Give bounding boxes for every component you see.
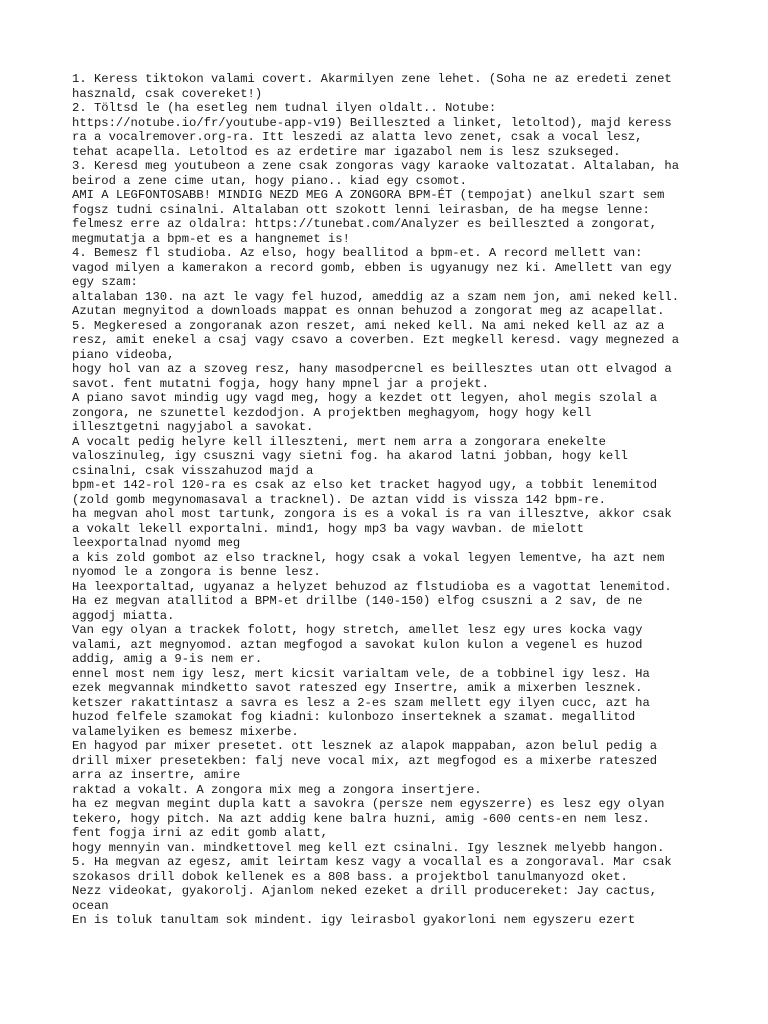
text-line: ha megvan ahol most tartunk, zongora is es a vokal is ra van illesztve, akkor csak: [72, 507, 672, 521]
text-line: aggodj miatta.: [72, 608, 175, 623]
text-line: 1. Keress tiktokon valami covert. Akarmilyen zene lehet. (Soha ne az eredeti zenet: [72, 72, 672, 86]
text-line: 5. Megkeresed a zongoranak azon reszet, ami neked kell. Na ami neked kell az az a: [72, 318, 665, 333]
text-line: huzod felfele szamokat fog kiadni: kulonbozo inserteknek a szamat. megallitod: [72, 710, 636, 724]
text-line: raktad a vokalt. A zongora mix meg a zongora insertjere.: [72, 782, 482, 797]
text-line: 5. Ha megvan az egesz, amit leirtam kesz vagy a vocallal es a zongoraval. Mar csak: [72, 855, 672, 869]
text-line: ezek megvannak mindketto savot rateszed egy Insertre, amik a mixerben lesznek.: [72, 681, 643, 695]
text-line: zongora, ne szunettel kezdodjon. A projektben meghagyom, hogy hogy kell: [72, 405, 592, 420]
text-line: a kis zold gombot az elso tracknel, hogy csak a vokal legyen lementve, ha azt nem: [72, 550, 665, 565]
text-line: csinalni, csak visszahuzod majd a: [72, 463, 314, 478]
text-line: szokasos drill dobok kellenek es a 808 bass. a projektbol tanulmanyozd oket.: [72, 869, 628, 884]
text-line: 2. Töltsd le (ha esetleg nem tudnal ilyen oldalt.. Notube:: [72, 101, 497, 115]
text-line: ocean: [72, 898, 109, 913]
text-line: megmutatja a bpm-et es a hangnemet is!: [72, 231, 350, 246]
document-body-text: [72, 72, 712, 928]
text-line: altalaban 130. na azt le vagy fel huzod, ameddig az a szam nem jon, ami neked kell.: [72, 289, 680, 304]
text-line: valoszinuleg, igy csuszni vagy sietni fog. ha akarod latni jobban, hogy kell: [72, 449, 628, 463]
text-line: addig, amig a 9-is nem er.: [72, 652, 263, 666]
text-line: a vokalt lekell exportalni. mind1, hogy mp3 ba vagy wavban. de mielott: [72, 521, 584, 536]
text-line: valamelyiken es bemesz mixerbe.: [72, 724, 299, 739]
text-line: piano videoba,: [72, 347, 175, 362]
text-line: vagod milyen a kamerakon a record gomb, ebben is ugyanugy nez ki. Amellett van egy: [72, 260, 672, 275]
text-line: Van egy olyan a trackek folott, hogy stretch, amellet lesz egy ures kocka vagy: [72, 623, 643, 637]
text-line: valami, azt megnyomod. aztan megfogod a savokat kulon kulon a vegenel es huzod: [72, 637, 643, 652]
text-line: resz, amit enekel a csaj vagy csavo a coverben. Ezt megkell keresd. vagy megnezed a: [72, 333, 680, 347]
text-line: tekero, hogy pitch. Na azt addig kene balra huzni, amig -600 cents-en nem lesz.: [72, 811, 650, 826]
text-line: felmesz erre az oldalra: https://tunebat.com/Analyzer es beilleszted a zongorat,: [72, 217, 658, 231]
text-line: egy szam:: [72, 275, 138, 289]
text-line: Nezz videokat, gyakorolj. Ajanlom neked ezeket a drill producereket: Jay cactus,: [72, 884, 658, 898]
text-line: ennel most nem igy lesz, mert kicsit varialtam vele, de a tobbinel igy lesz. Ha: [72, 666, 650, 681]
text-line: (zold gomb megynomasaval a tracknel). De aztan vidd is vissza 142 bpm-re.: [72, 492, 606, 507]
text-line: 3. Keresd meg youtubeon a zene csak zongoras vagy karaoke valtozatat. Altalaban, ha: [72, 159, 680, 173]
text-line: leexportalnad nyomd meg: [72, 536, 241, 550]
text-line: https://notube.io/fr/youtube-app-v19) Beilleszted a linket, letoltod), majd keress: [72, 115, 672, 130]
text-line: tehat acapella. Letoltod es az erdetire mar igazabol nem is lesz szukseged.: [72, 144, 621, 159]
text-line: savot. fent mutatni fogja, hogy hany mpnel jar a projekt.: [72, 376, 489, 391]
text-line: fent fogja irni az edit gomb alatt,: [72, 826, 328, 840]
text-line: hogy mennyin van. mindkettovel meg kell ezt csinalni. Igy lesznek melyebb hangon.: [72, 840, 665, 855]
text-line: beirod a zene cime utan, hogy piano.. kiad egy csomot.: [72, 173, 467, 188]
text-line: En hagyod par mixer presetet. ott lesznek az alapok mappaban, azon belul pedig a: [72, 739, 658, 753]
text-line: En is toluk tanultam sok mindent. igy leirasbol gyakorloni nem egyszeru ezert: [72, 913, 636, 927]
text-line: Ha leexportaltad, ugyanaz a helyzet behuzod az flstudioba es a vagottat lenemitod.: [72, 579, 672, 594]
text-line: Azutan megnyitod a downloads mappat es onnan behuzod a zongorat meg az acapellat.: [72, 304, 665, 318]
text-line: AMI A LEGFONTOSABB! MINDIG NEZD MEG A ZONGORA BPM-ÉT (tempojat) anelkul szart sem: [72, 188, 665, 202]
text-line: hogy hol van az a szoveg resz, hany masodpercnel es beillesztes utan ott elvagod a: [72, 362, 672, 376]
text-line: arra az insertre, amire: [72, 768, 241, 782]
text-line: Ha ez megvan atallitod a BPM-et drillbe (140-150) elfog csuszni a 2 sav, de ne: [72, 594, 643, 608]
text-line: ketszer rakattintasz a savra es lesz a 2-es szam mellett egy ilyen cucc, azt ha: [72, 695, 650, 710]
text-line: bpm-et 142-rol 120-ra es csak az elso ket tracket hagyod ugy, a tobbit lenemitod: [72, 478, 658, 492]
text-line: hasznald, csak covereket!): [72, 86, 263, 101]
text-line: 4. Bemesz fl studioba. Az elso, hogy beallitod a bpm-et. A record mellett van:: [72, 246, 643, 260]
text-line: illesztgetni nagyjabol a savokat.: [72, 420, 314, 434]
text-line: A piano savot mindig ugy vagd meg, hogy a kezdet ott legyen, ahol megis szolal a: [72, 391, 658, 405]
text-line: ra a vocalremover.org-ra. Itt leszedi az alatta levo zenet, csak a vocal lesz,: [72, 130, 643, 144]
text-line: drill mixer presetekben: falj neve vocal mix, azt megfogod es a mixerbe rateszed: [72, 753, 658, 768]
text-line: nyomod le a zongora is benne lesz.: [72, 565, 321, 579]
text-line: A vocalt pedig helyre kell illeszteni, mert nem arra a zongorara enekelte: [72, 434, 606, 449]
text-line: fogsz tudni csinalni. Altalaban ott szokott lenni leirasban, de ha megse lenne:: [72, 202, 650, 217]
text-line: ha ez megvan megint dupla katt a savokra (persze nem egyszerre) es lesz egy olyan: [72, 797, 665, 811]
